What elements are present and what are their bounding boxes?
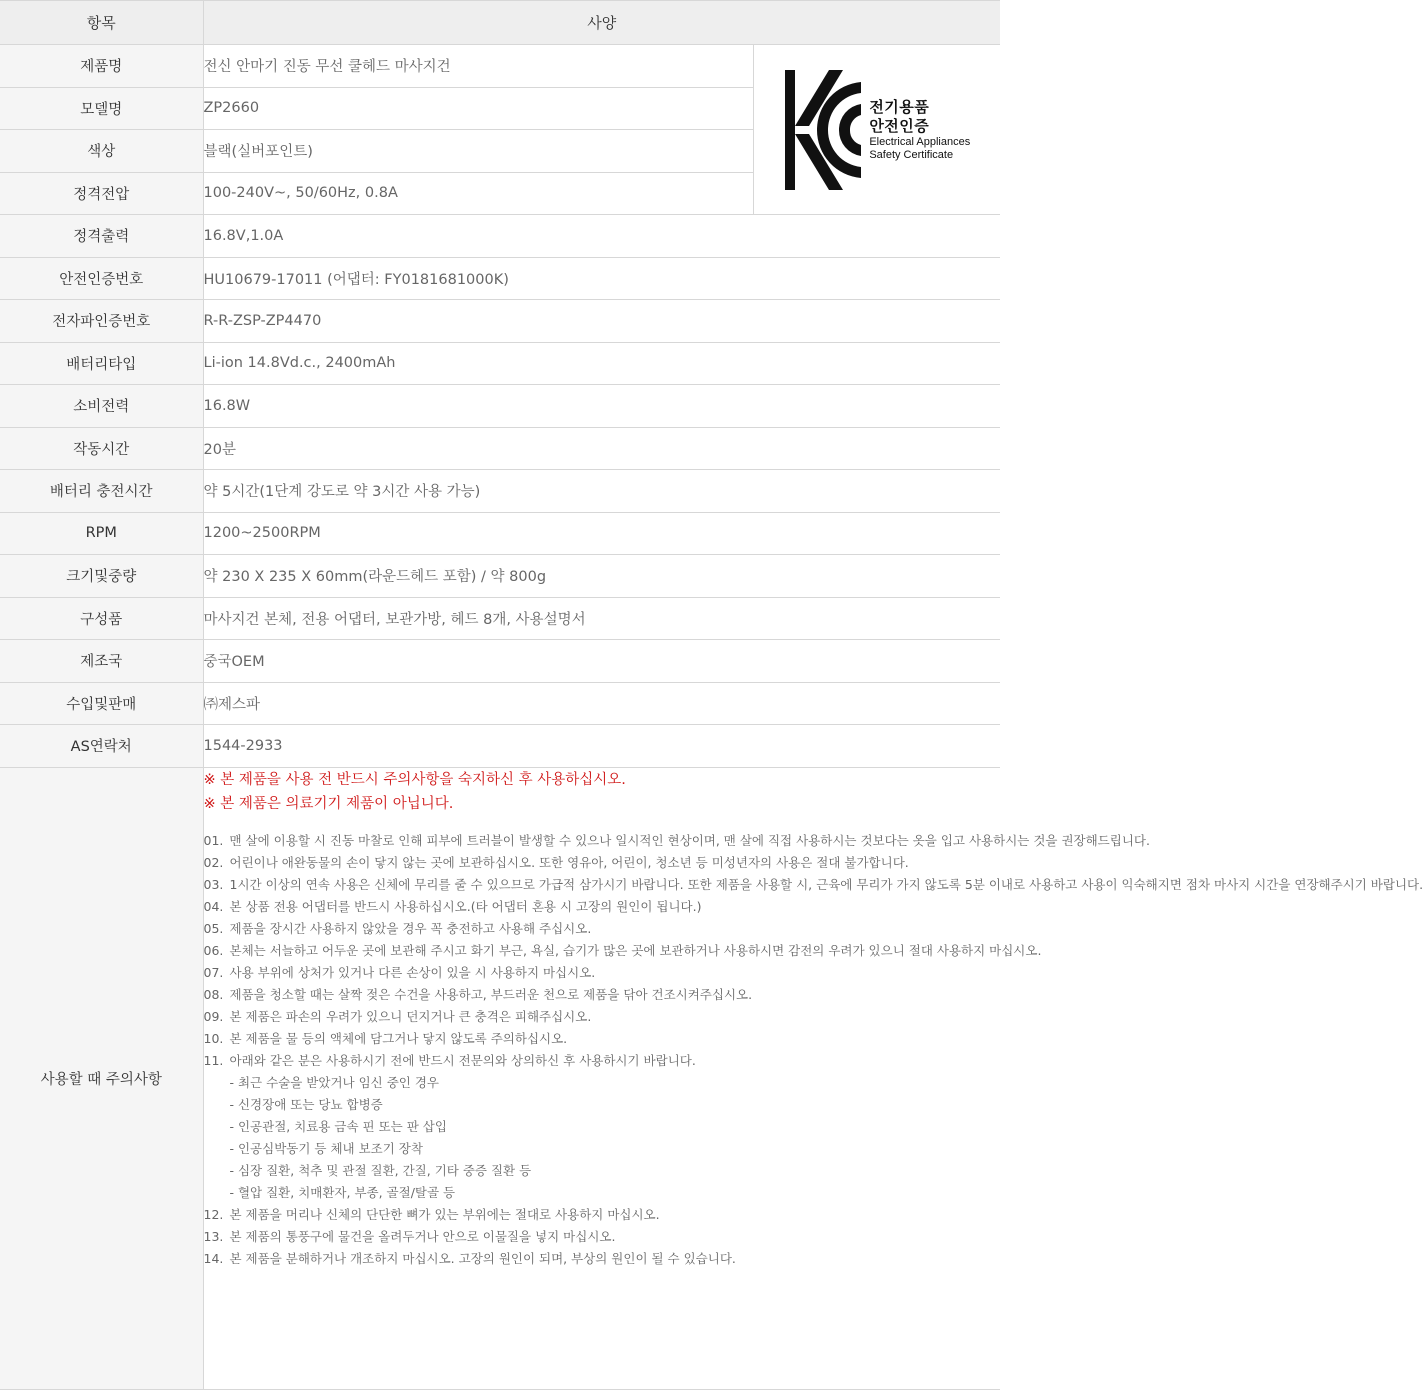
row-label: 소비전력: [0, 385, 203, 428]
table-row: [0, 385, 1000, 428]
item-text: 맨 살에 이용할 시 진동 마찰로 인해 피부에 트러블이 발생할 수 있으나 일시적인 현상이며, 맨 살에 직접 사용하시는 것보다는 옷을 입고 사용하시는 것을 권장해드립니다.: [230, 830, 1152, 852]
kc-mark-logo: [783, 68, 863, 192]
item-number: 02.: [204, 852, 230, 874]
row-value: 1200~2500RPM: [203, 512, 1000, 555]
item-number: 03.: [204, 874, 230, 896]
item-text: 어린이나 애완동물의 손이 닿지 않는 곳에 보관하십시오. 또한 영유아, 어린이, 청소년 등 미성년자의 사용은 절대 불가합니다.: [230, 852, 1001, 874]
kc-subtitle-line1: Electrical Appliances: [869, 136, 970, 149]
table-row: [0, 725, 1000, 768]
row-label: 크기및중량: [0, 555, 203, 598]
item-number: 12.: [204, 1204, 230, 1226]
caution-label: 사용할 때 주의사항: [0, 767, 203, 1389]
item-text: 제품을 청소할 때는 살짝 젖은 수건을 사용하고, 부드러운 천으로 제품을 닦아 건조시켜주십시오.: [230, 984, 1001, 1006]
row-label: 색상: [0, 130, 203, 173]
row-label: 작동시간: [0, 427, 203, 470]
table-header: [0, 1, 1000, 45]
table-row: [0, 682, 1000, 725]
row-label: RPM: [0, 512, 203, 555]
list-item: [204, 1204, 1001, 1226]
sub-item: - 신경장애 또는 당뇨 합병증: [230, 1094, 999, 1116]
sub-item: - 혈압 질환, 치매환자, 부종, 골절/탈골 등: [230, 1182, 999, 1204]
table-row: [0, 512, 1000, 555]
list-item: [204, 1248, 1001, 1270]
item-number: 07.: [204, 962, 230, 984]
row-label: 구성품: [0, 597, 203, 640]
item-text: 본 제품을 물 등의 액체에 담그거나 닿지 않도록 주의하십시오.: [230, 1028, 1001, 1050]
row-label: 모델명: [0, 87, 203, 130]
table-row: [0, 215, 1000, 258]
kc-title-line1: 전기용품: [869, 98, 970, 117]
list-item: [204, 852, 1001, 874]
item-text: 사용 부위에 상처가 있거나 다른 손상이 있을 시 사용하지 마십시오.: [230, 962, 1001, 984]
table-row: [0, 257, 1000, 300]
row-value: 100-240V~, 50/60Hz, 0.8A: [203, 172, 753, 215]
sub-item: - 심장 질환, 척추 및 관절 질환, 간질, 기타 중증 질환 등: [230, 1160, 999, 1182]
kc-subtitle-line2: Safety Certificate: [869, 149, 970, 162]
row-value: 마사지건 본체, 전용 어댑터, 보관가방, 헤드 8개, 사용설명서: [203, 597, 1000, 640]
list-item: [204, 962, 1001, 984]
row-label: 배터리 충전시간: [0, 470, 203, 513]
item-text: 본 제품은 파손의 우려가 있으니 던지거나 큰 충격은 피해주십시오.: [230, 1006, 1001, 1028]
table-row: [0, 300, 1000, 343]
sub-item: - 최근 수술을 받았거나 임신 중인 경우: [230, 1072, 999, 1094]
item-text: 본체는 서늘하고 어두운 곳에 보관해 주시고 화기 부근, 욕실, 습기가 많은 곳에 보관하거나 사용하시면 감전의 우려가 있으니 절대 사용하지 마십시오.: [230, 940, 1044, 962]
sub-item: - 인공심박동기 등 체내 보조기 장착: [230, 1138, 999, 1160]
row-value: 16.8W: [203, 385, 1000, 428]
list-item: [204, 1226, 1001, 1248]
item-text: 본 상품 전용 어댑터를 반드시 사용하십시오.(타 어댑터 혼용 시 고장의 원인이 됩니다.): [230, 896, 1001, 918]
row-value: ㈜제스파: [203, 682, 1000, 725]
row-label: 안전인증번호: [0, 257, 203, 300]
header-spec: 사양: [203, 1, 1000, 45]
row-value: 전신 안마기 진동 무선 쿨헤드 마사지건: [203, 45, 753, 88]
table-row: [0, 342, 1000, 385]
row-value: 20분: [203, 427, 1000, 470]
row-label: 수입및판매: [0, 682, 203, 725]
list-item: [204, 984, 1001, 1006]
list-item: [204, 1050, 1001, 1204]
row-label: 전자파인증번호: [0, 300, 203, 343]
list-item: [204, 918, 1001, 940]
row-value: R-R-ZSP-ZP4470: [203, 300, 1000, 343]
list-item: [204, 1028, 1001, 1050]
row-value: 약 5시간(1단계 강도로 약 3시간 사용 가능): [203, 470, 1000, 513]
caution-content: [203, 767, 1000, 1389]
warning-text: ※ 본 제품을 사용 전 반드시 주의사항을 숙지하신 후 사용하십시오.: [204, 768, 1001, 792]
item-number: 09.: [204, 1006, 230, 1028]
row-value: 약 230 X 235 X 60mm(라운드헤드 포함) / 약 800g: [203, 555, 1000, 598]
item-number: 06.: [204, 940, 230, 962]
item-number: 05.: [204, 918, 230, 940]
list-item: [204, 830, 1001, 852]
item-text: 본 제품을 머리나 신체의 단단한 뼈가 있는 부위에는 절대로 사용하지 마십시오.: [230, 1204, 1001, 1226]
warning-text: ※ 본 제품은 의료기기 제품이 아닙니다.: [204, 792, 1001, 816]
row-value: ZP2660: [203, 87, 753, 130]
kc-title-line2: 안전인증: [869, 117, 970, 136]
list-item: [204, 940, 1001, 962]
row-label: 정격전압: [0, 172, 203, 215]
item-number: 10.: [204, 1028, 230, 1050]
row-value: HU10679-17011 (어댑터: FY0181681000K): [203, 257, 1000, 300]
table-row: [0, 470, 1000, 513]
table-row: [0, 597, 1000, 640]
row-value: Li-ion 14.8Vd.c., 2400mAh: [203, 342, 1000, 385]
list-item: [204, 874, 1001, 896]
list-item: [204, 1006, 1001, 1028]
item-number: 01.: [204, 830, 230, 852]
row-value: 블랙(실버포인트): [203, 130, 753, 173]
item-text: 본 제품을 분해하거나 개조하지 마십시오. 고장의 원인이 되며, 부상의 원인이 될 수 있습니다.: [230, 1248, 1001, 1270]
kc-certificate: [753, 45, 1000, 215]
row-value: 1544-2933: [203, 725, 1000, 768]
sub-item: - 인공관절, 치료용 금속 핀 또는 판 삽입: [230, 1116, 999, 1138]
caution-list: [204, 830, 1001, 1270]
row-label: 배터리타입: [0, 342, 203, 385]
row-value: 16.8V,1.0A: [203, 215, 1000, 258]
row-label: 제조국: [0, 640, 203, 683]
row-label: AS연락처: [0, 725, 203, 768]
table-row: [0, 45, 1000, 88]
caution-row: [0, 767, 1000, 1389]
row-value: 중국OEM: [203, 640, 1000, 683]
item-text: 1시간 이상의 연속 사용은 신체에 무리를 줄 수 있으므로 가급적 삼가시기 바랍니다. 또한 제품을 사용할 시, 근육에 무리가 가지 않도록 5분 이내로 사용하고 사용이 익숙해지면 점차 마사지 시간을 연장해주시기 바랍니다.: [230, 874, 1425, 896]
item-number: 11.: [204, 1050, 230, 1204]
item-text: 본 제품의 통풍구에 물건을 올려두거나 안으로 이물질을 넣지 마십시오.: [230, 1226, 1001, 1248]
item-number: 14.: [204, 1248, 230, 1270]
table-row: [0, 640, 1000, 683]
item-text: 아래와 같은 분은 사용하시기 전에 반드시 전문의와 상의하신 후 사용하시기 바랍니다.: [230, 1053, 696, 1068]
item-number: 04.: [204, 896, 230, 918]
row-label: 정격출력: [0, 215, 203, 258]
list-item: [204, 896, 1001, 918]
table-row: [0, 427, 1000, 470]
header-item: 항목: [0, 1, 203, 45]
item-number: 08.: [204, 984, 230, 1006]
row-label: 제품명: [0, 45, 203, 88]
item-number: 13.: [204, 1226, 230, 1248]
item-text: 제품을 장시간 사용하지 않았을 경우 꼭 충전하고 사용해 주십시오.: [230, 918, 1001, 940]
table-row: [0, 555, 1000, 598]
